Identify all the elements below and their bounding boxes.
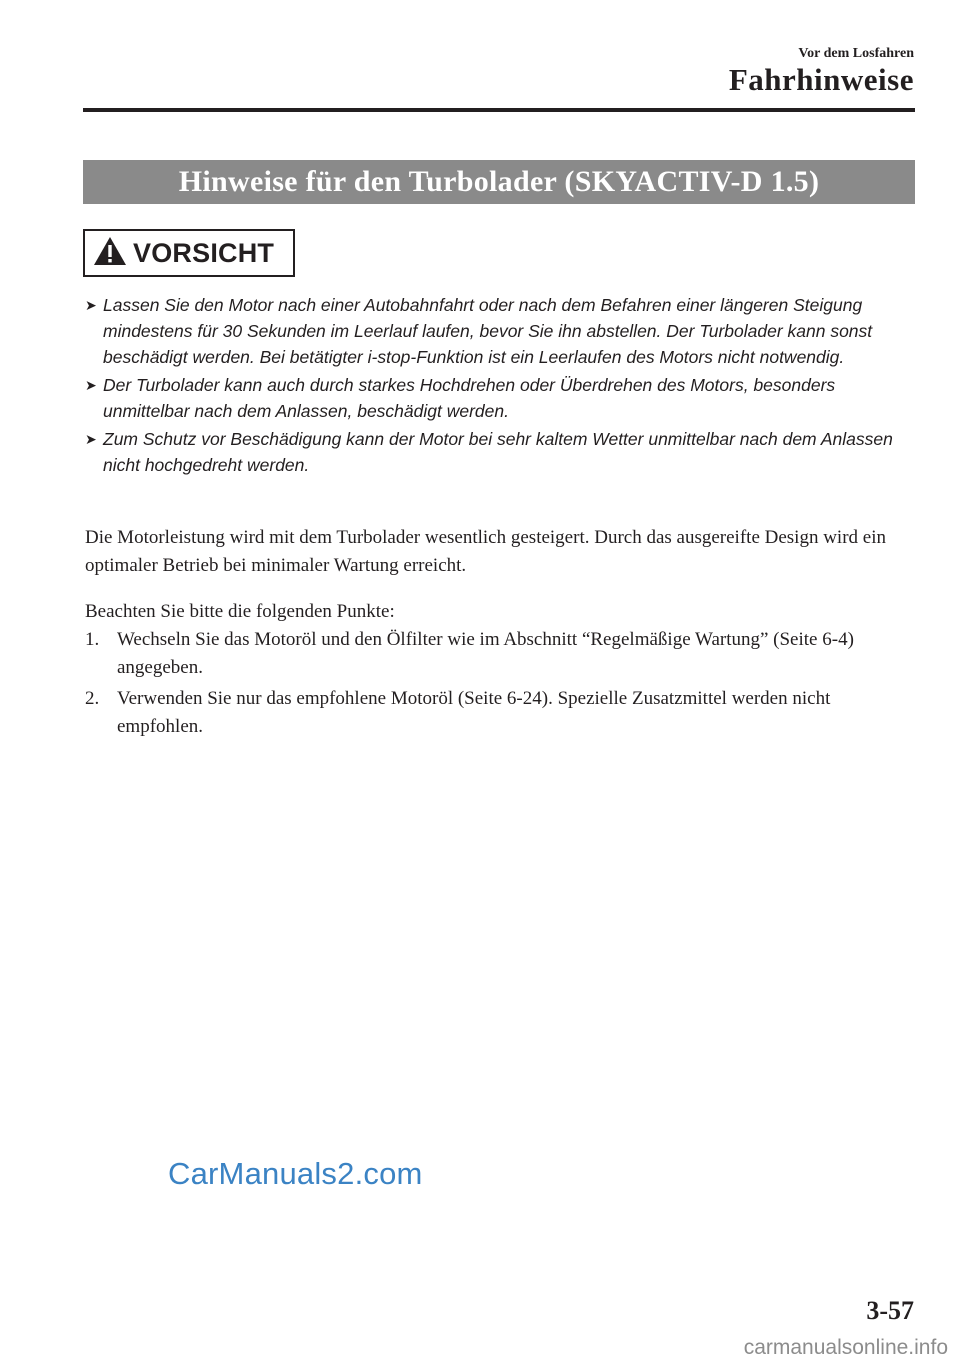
warning-triangle-icon [93,236,127,271]
section-title: Hinweise für den Turbolader (SKYACTIV-D 1.5) [178,165,820,198]
caution-label: VORSICHT [133,237,275,268]
caution-item [85,292,915,370]
arrow-bullet-icon: ➤ [85,297,97,313]
numbered-item [85,626,915,682]
arrow-bullet-icon: ➤ [85,431,97,447]
item-number: 2. [85,688,100,709]
item-text: Wechseln Sie das Motoröl und den Ölfilter wie im Abschnitt “Regelmäßige Wartung” (Seite 6-4) angegeben. [117,629,854,678]
caution-box [83,229,295,277]
section-header: Fahrhinweise [728,62,914,97]
arrow-bullet-icon: ➤ [85,377,97,393]
body-paragraph: Beachten Sie bitte die folgenden Punkte: [85,601,395,622]
numbered-item [85,685,915,741]
caution-item [85,426,915,478]
header-rule [83,108,915,112]
numbered-list [85,626,915,744]
page-number: 3-57 [866,1296,914,1325]
chapter-header: Vor dem Losfahren [798,46,914,61]
caution-item [85,372,915,424]
footer-site-link[interactable]: carmanualsonline.info [743,1336,948,1359]
item-number: 1. [85,629,100,650]
caution-text: Der Turbolader kann auch durch starkes Hochdrehen oder Überdrehen des Motors, besonders unmittelbar nach dem Anlassen, beschädigt werden. [103,375,836,421]
caution-list [85,292,915,480]
section-banner [83,160,915,204]
body-paragraph: Die Motorleistung wird mit dem Turbolader wesentlich gesteigert. Durch das ausgereifte Design wird ein optimaler Betrieb bei minimaler Wartung erreicht. [85,527,886,576]
caution-text: Zum Schutz vor Beschädigung kann der Motor bei sehr kaltem Wetter unmittelbar nach dem Anlassen nicht hochgedreht werden. [103,429,893,475]
watermark-link[interactable]: CarManuals2.com [168,1156,423,1191]
caution-text: Lassen Sie den Motor nach einer Autobahnfahrt oder nach dem Befahren einer längeren Steigung mindestens für 30 Sekunden im Leerlauf laufen, bevor Sie ihn abstellen. Der Turbolader kann sonst beschädigt werden. Bei betätigter i-stop-Funktion ist ein Leerlaufen des Motors nicht notwendig. [103,295,873,367]
item-text: Verwenden Sie nur das empfohlene Motoröl (Seite 6-24). Spezielle Zusatzmittel werden nicht empfohlen. [117,688,831,737]
